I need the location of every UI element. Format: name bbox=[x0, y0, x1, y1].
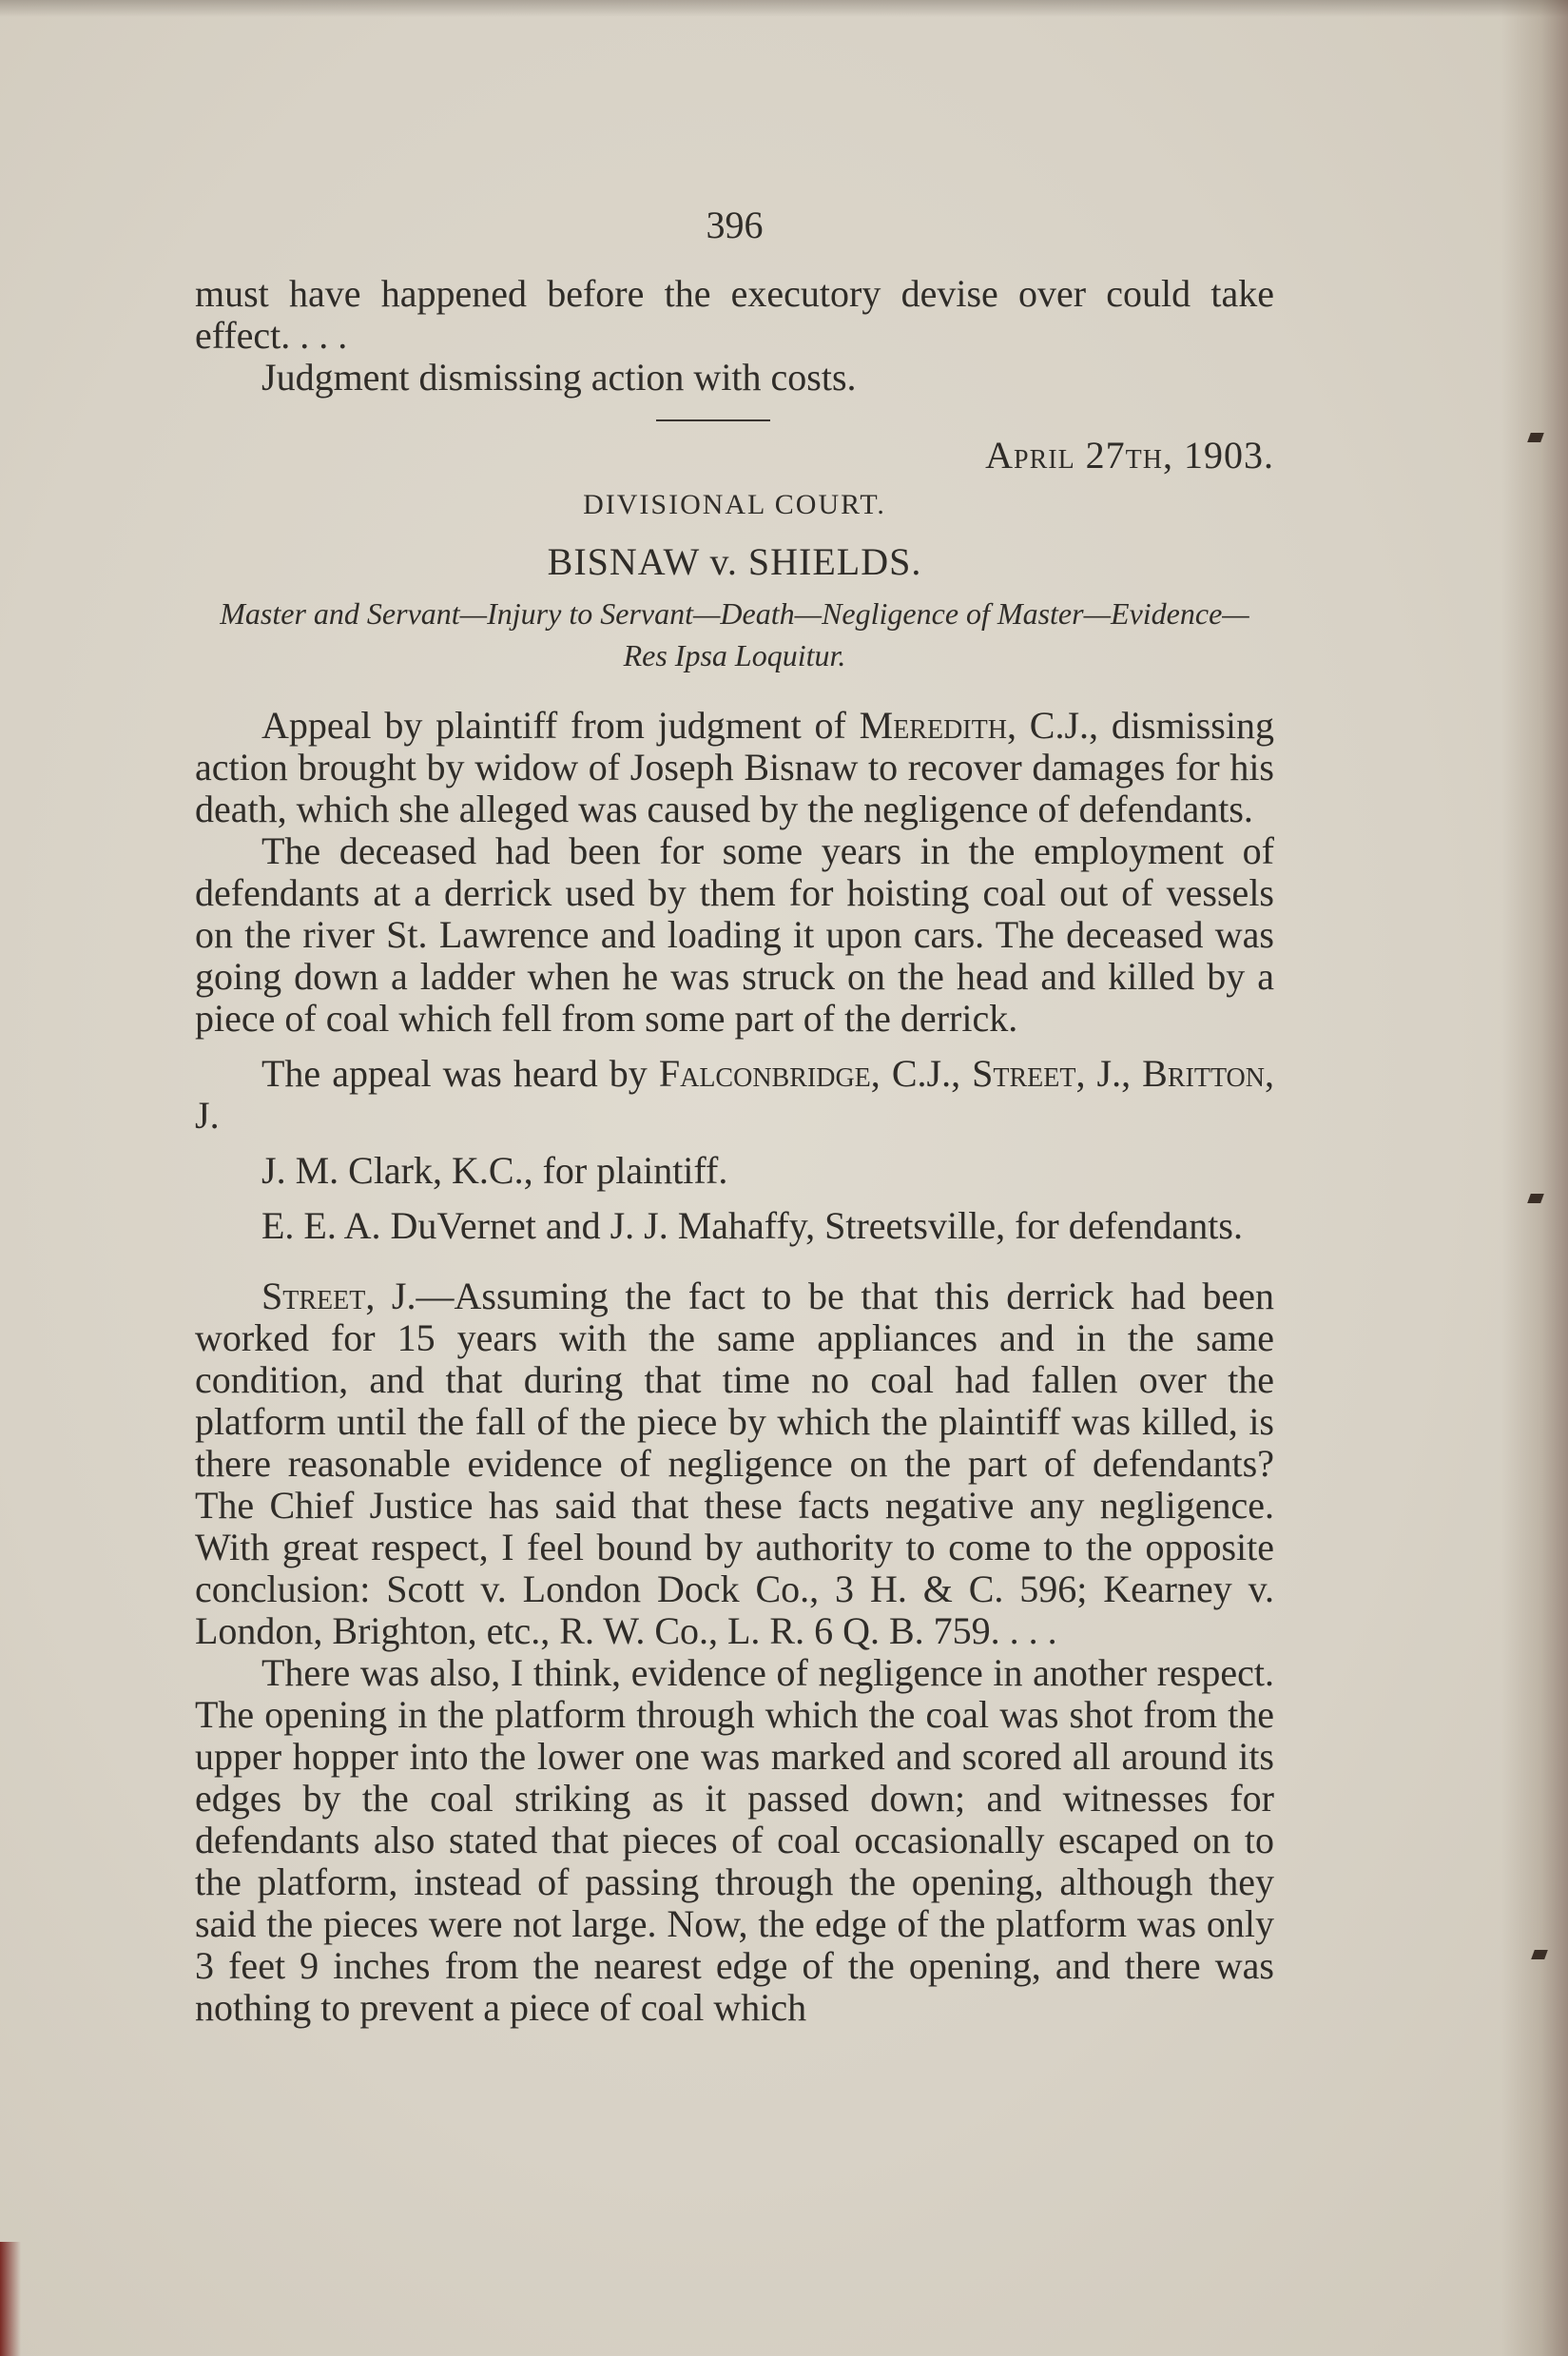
counsel-plaintiff: J. M. Clark, K.C., for plaintiff. bbox=[261, 1149, 728, 1192]
section-divider bbox=[656, 419, 770, 421]
headnote: Master and Servant—Injury to Servant—Death—Negligence of Master—Evidence—Res Ipsa Loquitur. bbox=[220, 596, 1249, 672]
fragment-paragraph: must have happened before the executory devise over could take effect. . . . bbox=[195, 272, 1274, 357]
facts-paragraph: The deceased had been for some years in the employment of defendants at a derrick used by them for hoisting coal out of vessels on the river St. Lawrence and loading it upon cars. The deceased was going down a ladder when he was struck on the head and killed by a piece of coal which fell from some part of the derrick. bbox=[195, 829, 1274, 1040]
top-edge-shadow bbox=[0, 0, 1568, 17]
opinion-judge: Street bbox=[261, 1275, 366, 1317]
opinion-text-1: , J.—Assuming the fact to be that this derrick had been worked for 15 years with the same appliances and in the same condition, and that during that time no coal had fallen over the platform until the fall of the piece by which the plaintiff was killed, is there reasonable evidence of negligence on the part of defendants? The Chief Justice has said that these facts negative any negligence. With great respect, I feel bound by authority to come to the opposite conclusion: Scott v. London Dock Co., 3 H. & C. 596; Kearney v. London, Brighton, etc., R. W. Co., L. R. 6 Q. B. 759. . . . bbox=[195, 1275, 1274, 1652]
appeal-rest: , C.J., dismissing action brought by widow of Joseph Bisnaw to recover damages for his death, which she alleged was caused by the negligence of defendants. bbox=[195, 704, 1274, 830]
heard-by-suffix: , J. bbox=[195, 1052, 1274, 1137]
text-column bbox=[195, 204, 1274, 2029]
judge-name: Britton bbox=[1142, 1052, 1265, 1095]
appeal-paragraph bbox=[195, 705, 1274, 830]
judge-name: Street bbox=[972, 1052, 1076, 1095]
appeal-intro: Appeal by plaintiff from judgment of bbox=[261, 704, 860, 747]
heard-by-paragraph bbox=[195, 1053, 1274, 1137]
opinion-paragraph-2: There was also, I think, evidence of negligence in another respect. The opening in the platform through which the coal was shot from the upper hopper into the lower one was marked and scored all around its edges by the coal striking as it passed down; and witnesses for defendants also stated that pieces of coal occasionally escaped on to the platform, instead of passing through the opening, although they said the pieces were not large. Now, the edge of the platform was only 3 feet 9 inches from the nearest edge of the opening, and there was nothing to prevent a piece of coal which bbox=[195, 1651, 1274, 2029]
heard-by-prefix: The appeal was heard by bbox=[261, 1052, 659, 1095]
appeal-judge: Meredith bbox=[859, 704, 1007, 747]
prior-judgment: Judgment dismissing action with costs. bbox=[261, 356, 857, 399]
binding-gutter bbox=[1501, 0, 1568, 2356]
judge-name: Falconbridge bbox=[658, 1052, 871, 1095]
cover-edge bbox=[0, 2242, 21, 2356]
decision-date: April 27th, 1903. bbox=[985, 434, 1274, 477]
court-name: DIVISIONAL COURT. bbox=[583, 489, 886, 520]
opinion-paragraph-1 bbox=[195, 1275, 1274, 1652]
counsel-defendants: E. E. A. DuVernet and J. J. Mahaffy, Streetsville, for defendants. bbox=[261, 1204, 1243, 1247]
case-title: BISNAW v. SHIELDS. bbox=[547, 540, 922, 583]
heard-by-sep: , J., bbox=[1075, 1052, 1143, 1095]
heard-by-sep: , C.J., bbox=[870, 1052, 973, 1095]
page-number: 396 bbox=[706, 204, 764, 246]
